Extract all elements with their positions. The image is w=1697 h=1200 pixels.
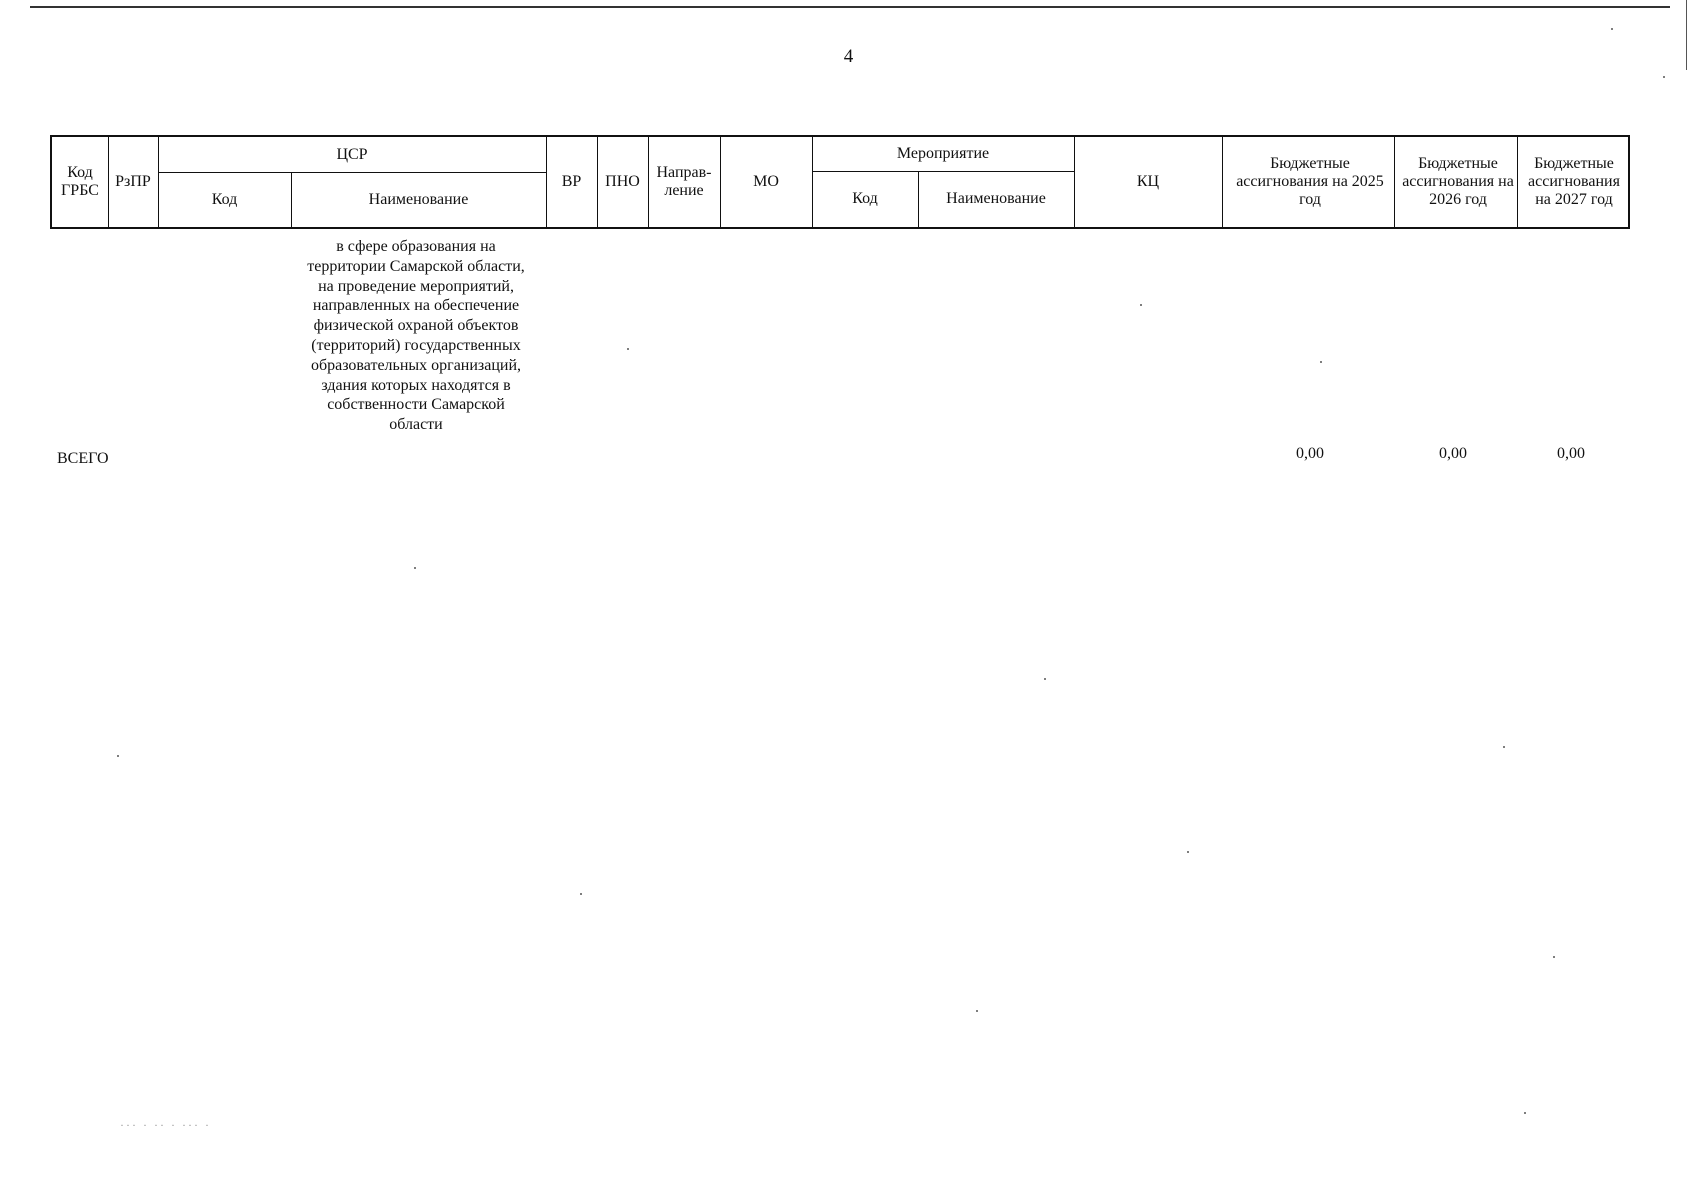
header-pno: ПНО bbox=[605, 173, 640, 190]
total-2027: 0,00 bbox=[1557, 445, 1585, 462]
scan-speck bbox=[580, 893, 582, 895]
scan-speck bbox=[627, 348, 629, 350]
header-mo: МО bbox=[753, 173, 779, 190]
page-number: 4 bbox=[843, 46, 854, 67]
top-border-line bbox=[30, 6, 1670, 8]
total-label: ВСЕГО bbox=[57, 450, 109, 467]
scan-speck bbox=[1663, 76, 1665, 78]
header-kod-grbs: Код ГРБС bbox=[61, 164, 99, 199]
total-2025: 0,00 bbox=[1296, 445, 1324, 462]
total-2026: 0,00 bbox=[1439, 445, 1467, 462]
scan-speck bbox=[1611, 28, 1613, 30]
col-divider bbox=[1394, 137, 1395, 227]
header-csr: ЦСР bbox=[336, 145, 368, 163]
scan-speck bbox=[117, 755, 119, 757]
header-meropriyatie-kod: Код bbox=[852, 190, 878, 207]
scan-speck bbox=[1524, 1112, 1526, 1114]
header-meropriyatie: Мероприятие bbox=[896, 145, 990, 162]
header-csr-naimenovanie: Наименование bbox=[368, 190, 469, 208]
scan-speck bbox=[1553, 956, 1555, 958]
scan-speck bbox=[1320, 361, 1322, 363]
header-napravlenie: Направ- ление bbox=[656, 164, 712, 199]
csr-naimenovanie-text: в сфере образования на территории Самарской области, на проведение мероприятий, направленных на обеспечение физической охраной объектов (территорий) государственных образовательных организаций, здания которых находятся в собственности Самарской области bbox=[307, 238, 525, 434]
header-vr: ВР bbox=[561, 173, 582, 190]
header-budget-2026: Бюджетные ассигнования на 2026 год bbox=[1402, 155, 1514, 208]
table-header bbox=[50, 135, 1630, 229]
scan-speck bbox=[1044, 678, 1046, 680]
header-budget-2025: Бюджетные ассигнования на 2025 год bbox=[1236, 155, 1384, 208]
faint-stamp-text: ··· · ·· · ··· · bbox=[120, 1118, 211, 1132]
header-rzpr: РзПР bbox=[115, 173, 151, 190]
scan-speck bbox=[1140, 304, 1142, 306]
header-budget-2027: Бюджетные ассигнования на 2027 год bbox=[1528, 155, 1620, 208]
scan-speck bbox=[1187, 851, 1189, 853]
col-divider bbox=[1517, 137, 1518, 227]
col-divider bbox=[1222, 137, 1223, 227]
header-meropriyatie-naimenovanie: Наименование bbox=[946, 190, 1046, 207]
scan-speck bbox=[414, 567, 416, 569]
header-kc: КЦ bbox=[1136, 173, 1160, 190]
scan-speck bbox=[976, 1010, 978, 1012]
scan-speck bbox=[1503, 746, 1505, 748]
header-csr-kod: Код bbox=[211, 190, 238, 208]
